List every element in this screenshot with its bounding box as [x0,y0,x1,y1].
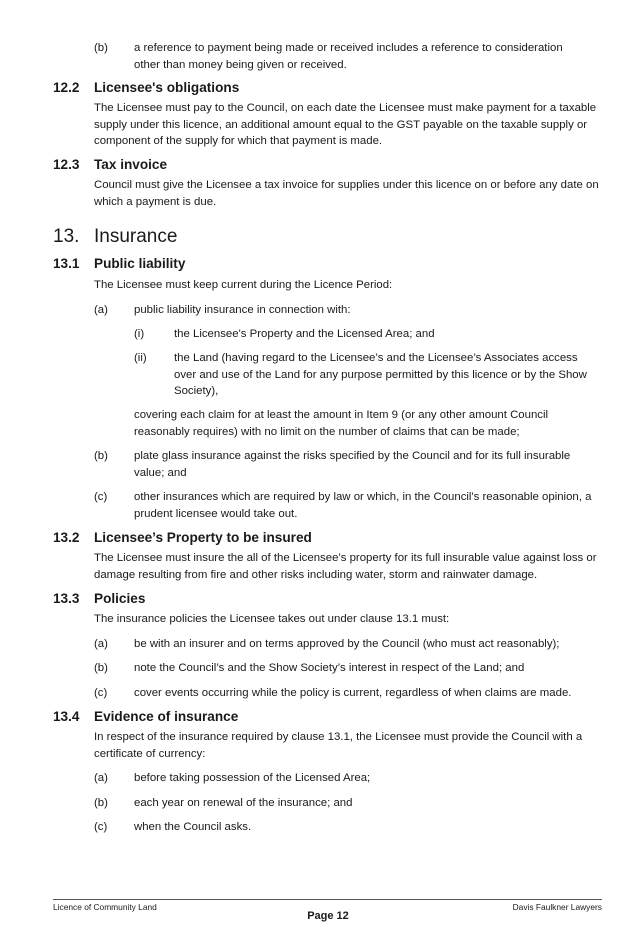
item-label: (c) [94,491,108,503]
subitem-text: the Licensee's Property and the Licensed Area; and [174,328,435,340]
section-number: 13.2 [53,530,80,545]
section-paragraph: Council must give the Licensee a tax invoice for supplies under this licence on or before any date on which a payment is due. [94,179,599,208]
section-paragraph: The Licensee must insure the all of the Licensee’s property for its full insurable value against loss or damage resulting from fire and other risks including water, storm and rainwater damage. [94,552,597,581]
item-label: (a) [94,772,108,784]
item-text: other insurances which are required by law or which, in the Council's reasonable opinion, a prudent licensee would take out. [134,491,592,520]
section-title: Evidence of insurance [94,709,239,724]
section-heading-13-2 [53,529,593,546]
section-title: Licensee’s Property to be insured [94,530,312,545]
section-heading-12-2 [53,79,593,96]
item-text: note the Council’s and the Show Society’s interest in respect of the Land; and [134,662,525,674]
item-text: public liability insurance in connection with: [134,304,351,316]
item-text: a reference to payment being made or received includes a reference to consideration other than money being given or received. [134,42,563,71]
item-text: each year on renewal of the insurance; and [134,797,353,809]
subitem-text: the Land (having regard to the Licensee’s and the Licensee’s Associates access over and use of the Land for any purpose permitted by this licence or by the Show Society), [174,352,587,398]
item-text: when the Council asks. [134,821,252,833]
item-label: (c) [94,687,108,699]
section-title: Policies [94,591,146,606]
item-text: before taking possession of the Licensed Area; [134,772,371,784]
section-title: Licensee's obligations [94,80,240,95]
item-label: (b) [94,42,108,54]
item-text: cover events occurring while the policy is current, regardless of when claims are made. [134,687,572,699]
section-paragraph: The Licensee must keep current during the Licence Period: [94,279,393,291]
section-number: 12.2 [53,80,80,95]
footer-divider [53,899,602,900]
footer-firm-name: Davis Faulkner Lawyers [512,902,602,912]
section-heading-13-3 [53,590,593,607]
item-text: be with an insurer and on terms approved by the Council (who must act reasonably); [134,638,560,650]
footer-document-title: Licence of Community Land [53,902,157,912]
section-paragraph: The Licensee must pay to the Council, on each date the Licensee must make payment for a taxable supply under this licence, an additional amount equal to the GST payable on the taxable supply or component of the supply for which that payment is made. [94,102,597,148]
section-paragraph: In respect of the insurance required by clause 13.1, the Licensee must provide the Council with a certificate of currency: [94,731,583,760]
item-label: (c) [94,821,108,833]
item-label: (b) [94,450,108,462]
chapter-number: 13. [53,226,80,247]
item-continuation: covering each claim for at least the amount in Item 9 (or any other amount Council reasonably requires) with no limit on the number of claims that can be made; [134,409,549,438]
section-number: 13.3 [53,591,80,606]
section-number: 13.1 [53,256,80,271]
section-paragraph: The insurance policies the Licensee takes out under clause 13.1 must: [94,613,450,625]
item-label: (a) [94,638,108,650]
chapter-title: Insurance [94,226,178,247]
section-title: Tax invoice [94,157,168,172]
section-heading-13-4 [53,708,593,725]
chapter-heading-13 [53,226,593,248]
page-number: Page 12 [307,910,349,922]
item-text: plate glass insurance against the risks specified by the Council and for its full insurable value; and [134,450,571,479]
subitem-label: (ii) [134,352,147,364]
section-heading-12-3 [53,156,593,173]
section-title: Public liability [94,256,186,271]
item-label: (a) [94,304,108,316]
section-heading-13-1 [53,255,593,272]
item-label: (b) [94,662,108,674]
section-number: 12.3 [53,157,80,172]
item-label: (b) [94,797,108,809]
section-number: 13.4 [53,709,80,724]
subitem-label: (i) [134,328,145,340]
